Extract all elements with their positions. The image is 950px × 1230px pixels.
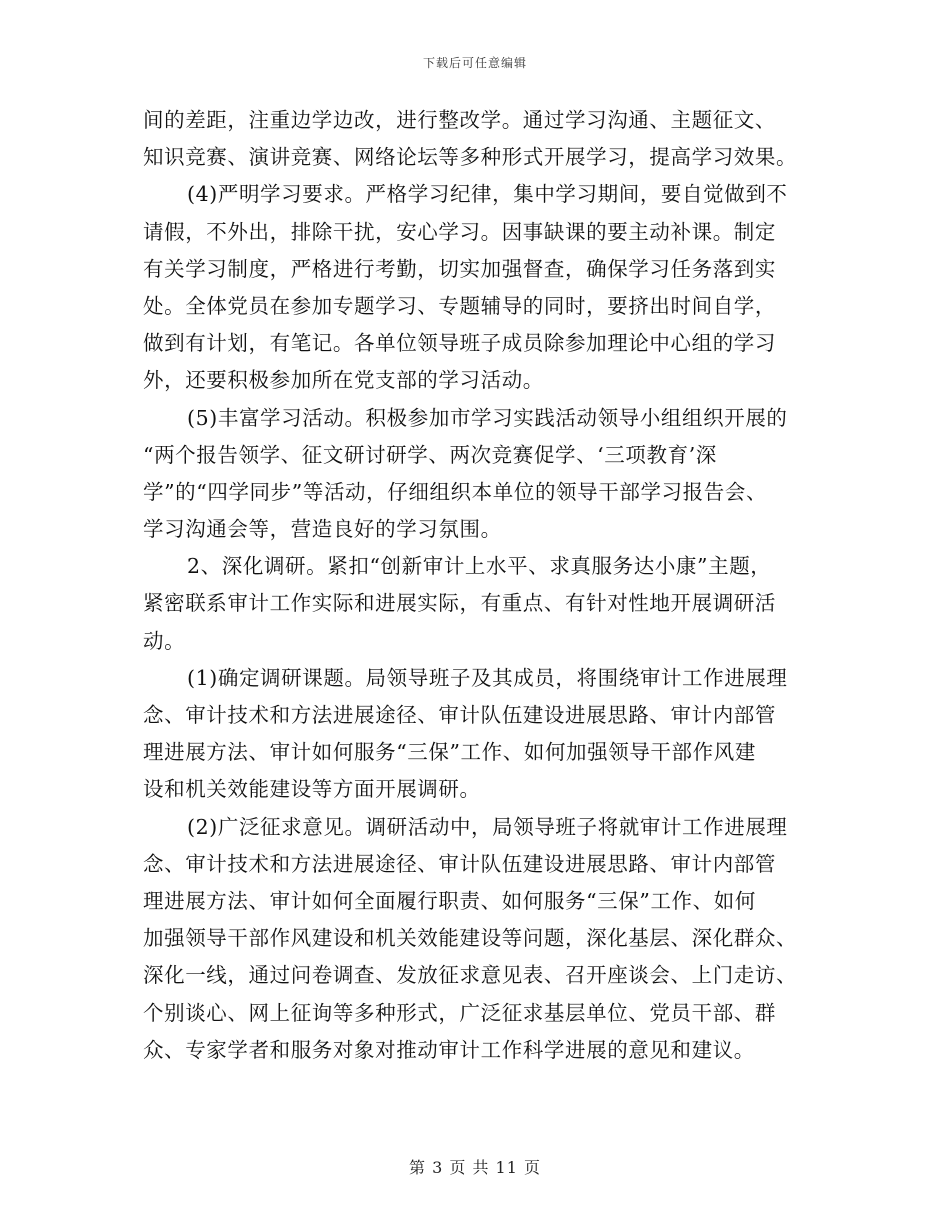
text-line: (4)严明学习要求。严格学习纪律，集中学习期间，要自觉做到不 bbox=[187, 182, 788, 207]
page-number: 第 3 页 共 11 页 bbox=[409, 1158, 541, 1177]
text-line: 设和机关效能建设等方面开展调研。 bbox=[143, 777, 481, 802]
text-line: (1)确定调研课题。局领导班子及其成员，将围绕审计工作进展理 bbox=[187, 665, 788, 690]
text-line: 学”的“四学同步”等活动，仔细组织本单位的领导干部学习报告会、 bbox=[143, 479, 768, 504]
text-line: 念、审计技术和方法进展途径、审计队伍建设进展思路、审计内部管 bbox=[143, 703, 776, 727]
text-line: 动。 bbox=[143, 628, 186, 653]
text-line: 知识竞赛、演讲竞赛、网络论坛等多种形式开展学习，提高学习效果。 bbox=[143, 145, 798, 170]
text-line: 做到有计划，有笔记。各单位领导班子成员除参加理论中心组的学习 bbox=[143, 331, 776, 356]
text-line: 念、审计技术和方法进展途径、审计队伍建设进展思路、审计内部管 bbox=[143, 851, 776, 876]
text-line: 理进展方法、审计如何全面履行职责、如何服务“三保”工作、如何 bbox=[143, 888, 756, 913]
text-line: 2、深化调研。紧扣“创新审计上水平、求真服务达小康”主题， bbox=[187, 554, 772, 579]
text-line: 间的差距，注重边学边改，进行整改学。通过学习沟通、主题征文、 bbox=[143, 108, 776, 132]
text-line: 众、专家学者和服务对象对推动审计工作科学进展的意见和建议。 bbox=[143, 1037, 755, 1062]
text-line: 学习沟通会等，营造良好的学习氛围。 bbox=[143, 517, 502, 542]
text-line: (5)丰富学习活动。积极参加市学习实践活动领导小组组织开展的 bbox=[187, 405, 788, 430]
document-body bbox=[143, 102, 811, 1069]
text-line: 加强领导干部作风建设和机关效能建设等问题，深化基层、深化群众、 bbox=[143, 926, 798, 951]
text-line: 外，还要积极参加所在党支部的学习活动。 bbox=[143, 368, 544, 393]
text-line: 理进展方法、审计如何服务“三保”工作、如何加强领导干部作风建 bbox=[143, 740, 756, 765]
text-line: 请假，不外出，排除干扰，安心学习。因事缺课的要主动补课。制定 bbox=[143, 219, 776, 244]
text-line: 个别谈心、网上征询等多种形式，广泛征求基层单位、党员干部、群 bbox=[143, 1000, 776, 1025]
text-line: “两个报告领学、征文研讨研学、两次竞赛促学、‘三项教育’深 bbox=[143, 442, 717, 467]
text-line: 紧密联系审计工作实际和进展实际，有重点、有针对性地开展调研活 bbox=[143, 591, 776, 616]
text-line: 深化一线，通过问卷调查、发放征求意见表、召开座谈会、上门走访、 bbox=[143, 963, 798, 988]
text-line: 处。全体党员在参加专题学习、专题辅导的同时，要挤出时间自学， bbox=[143, 293, 776, 318]
text-line: (2)广泛征求意见。调研活动中，局领导班子将就审计工作进展理 bbox=[187, 814, 788, 839]
text-line: 有关学习制度，严格进行考勤，切实加强督查，确保学习任务落到实 bbox=[143, 256, 776, 281]
page-header: 下载后可任意编辑 bbox=[422, 56, 527, 70]
